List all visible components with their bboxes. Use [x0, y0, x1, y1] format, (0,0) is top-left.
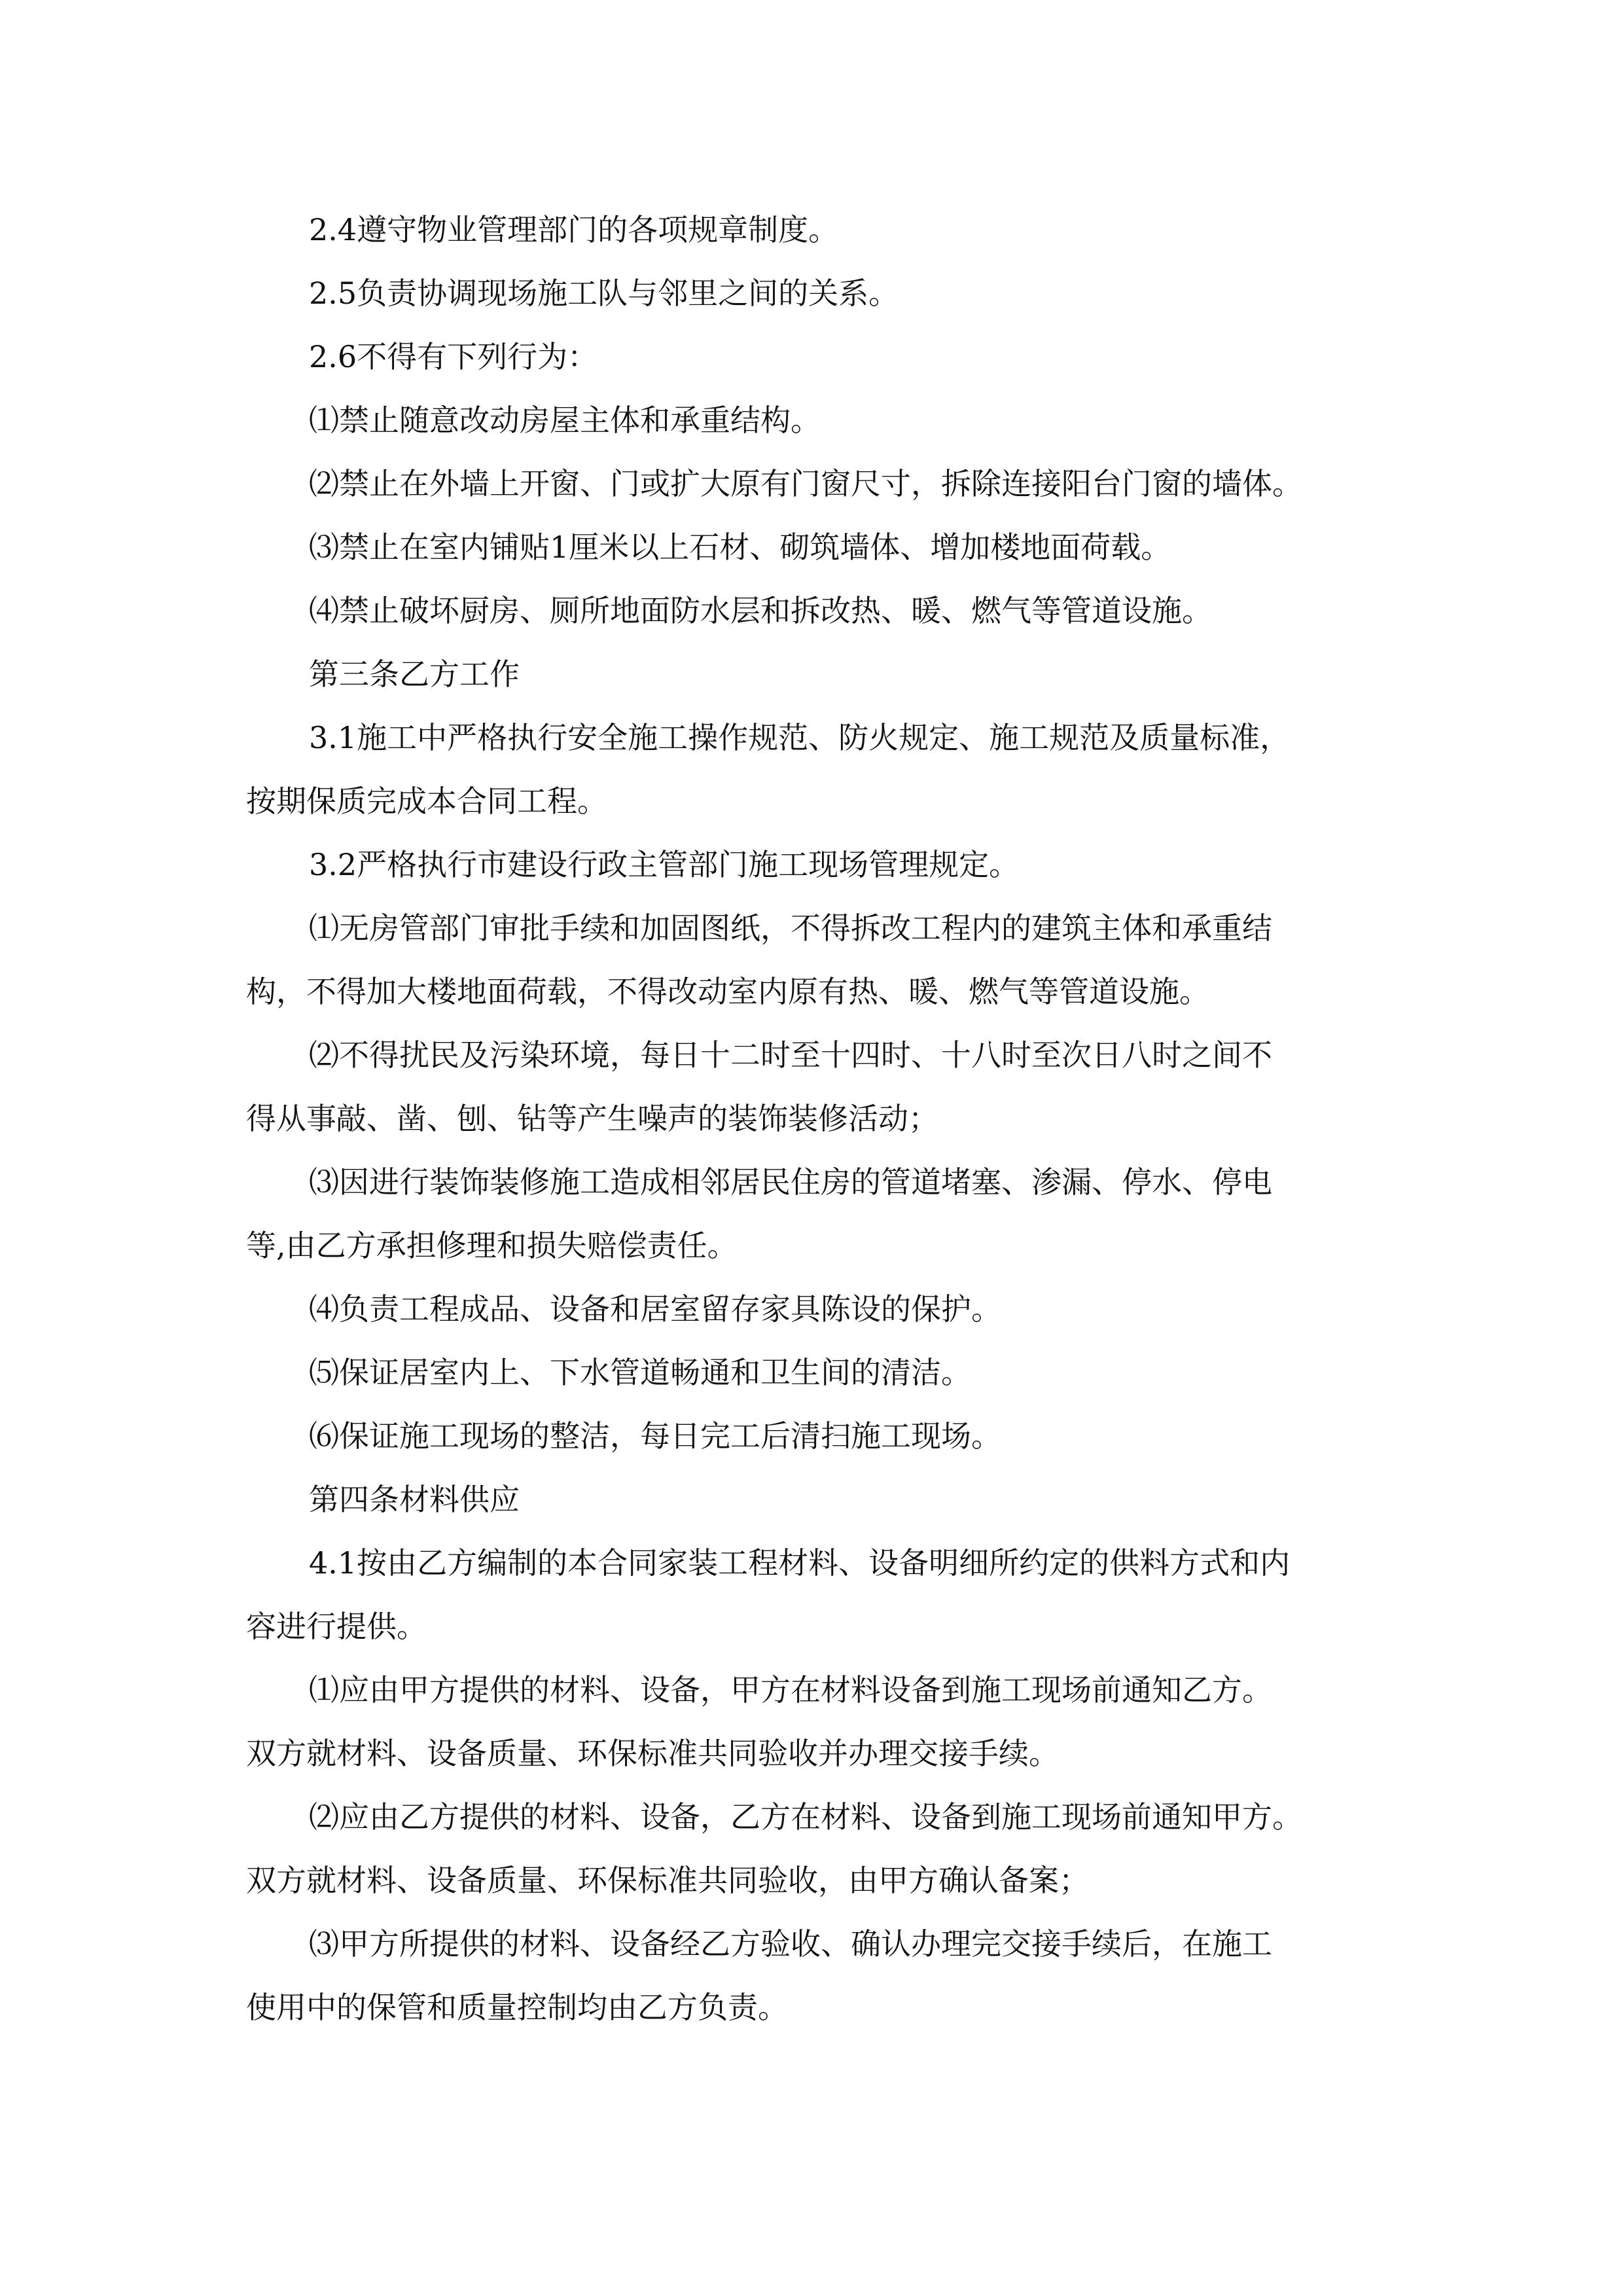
- clause-line: ⑶禁止在室内铺贴1厘米以上石材、砌筑墙体、增加楼地面荷载。: [309, 529, 1171, 565]
- clause-line: ⑶因进行装饰装修施工造成相邻居民住房的管道堵塞、渗漏、停水、停电: [309, 1164, 1272, 1200]
- clause-line: ⑸保证居室内上、下水管道畅通和卫生间的清洁。: [309, 1355, 971, 1390]
- clause-line: ⑵不得扰民及污染环境，每日十二时至十四时、十八时至次日八时之间不: [309, 1037, 1272, 1073]
- clause-line: ⑶甲方所提供的材料、设备经乙方验收、确认办理完交接手续后，在施工: [309, 1926, 1272, 1962]
- clause-line: 2.4遵守物业管理部门的各项规章制度。: [309, 212, 839, 247]
- clause-continuation: 构，不得加大楼地面荷载，不得改动室内原有热、暖、燃气等管道设施。: [246, 974, 1209, 1009]
- clause-line: 3.1施工中严格执行安全施工操作规范、防火规定、施工规范及质量标准，: [309, 720, 1291, 755]
- clause-line: ⑴应由甲方提供的材料、设备，甲方在材料设备到施工现场前通知乙方。: [309, 1672, 1272, 1708]
- clause-line: ⑵应由乙方提供的材料、设备，乙方在材料、设备到施工现场前通知甲方。: [309, 1799, 1302, 1835]
- section-heading: 第四条材料供应: [309, 1482, 520, 1517]
- clause-line: 2.6不得有下列行为：: [309, 339, 598, 374]
- clause-line: 3.2严格执行市建设行政主管部门施工现场管理规定。: [309, 847, 1020, 882]
- clause-continuation: 双方就材料、设备质量、环保标准共同验收并办理交接手续。: [246, 1736, 1059, 1771]
- clause-line: 4.1按由乙方编制的本合同家装工程材料、设备明细所约定的供料方式和内: [309, 1545, 1291, 1581]
- clause-line: ⑷负责工程成品、设备和居室留存家具陈设的保护。: [309, 1291, 1001, 1327]
- document-body: [246, 198, 1411, 2039]
- clause-continuation: 使用中的保管和质量控制均由乙方负责。: [246, 1990, 788, 2025]
- clause-continuation: 容进行提供。: [246, 1609, 427, 1644]
- clause-continuation: 按期保质完成本合同工程。: [246, 783, 607, 819]
- clause-line: ⑴禁止随意改动房屋主体和承重结构。: [309, 403, 821, 438]
- clause-continuation: 得从事敲、凿、刨、钻等产生噪声的装饰装修活动；: [246, 1101, 938, 1136]
- clause-line: ⑷禁止破坏厨房、厕所地面防水层和拆改热、暖、燃气等管道设施。: [309, 593, 1212, 628]
- clause-continuation: 等,由乙方承担修理和损失赔偿责任。: [246, 1228, 738, 1263]
- clause-line: 2.5负责协调现场施工队与邻里之间的关系。: [309, 276, 899, 311]
- section-heading: 第三条乙方工作: [309, 656, 520, 692]
- clause-line: ⑴无房管部门审批手续和加固图纸，不得拆改工程内的建筑主体和承重结: [309, 910, 1272, 946]
- clause-line: ⑹保证施工现场的整洁，每日完工后清扫施工现场。: [309, 1418, 1001, 1454]
- clause-line: ⑵禁止在外墙上开窗、门或扩大原有门窗尺寸，拆除连接阳台门窗的墙体。: [309, 466, 1302, 501]
- clause-continuation: 双方就材料、设备质量、环保标准共同验收，由甲方确认备案；: [246, 1863, 1089, 1898]
